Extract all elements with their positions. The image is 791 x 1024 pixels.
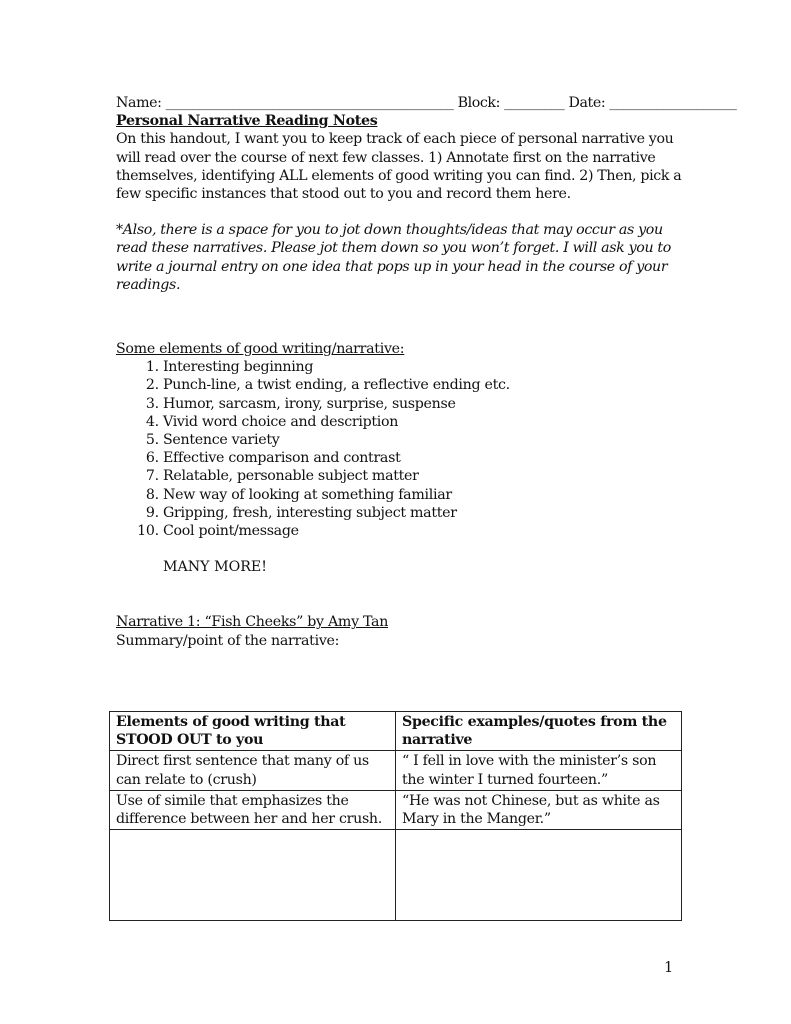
summary-label: Summary/point of the narrative: [116, 632, 340, 649]
many-more-text: MANY MORE! [163, 559, 267, 576]
list-item: 2. Punch-line, a twist ending, a reflective ending etc. [163, 376, 686, 394]
notes-table [109, 711, 682, 921]
list-item: 1. Interesting beginning [163, 358, 686, 376]
student-info-line [116, 94, 737, 112]
list-item: 9. Gripping, fresh, interesting subject matter [163, 504, 686, 522]
list-item: 7. Relatable, personable subject matter [163, 467, 686, 485]
list-item: 10. Cool point/message [163, 522, 686, 540]
table-cell: “He was not Chinese, but as white as Mary in the Manger.” [396, 790, 682, 829]
intro-paragraph: On this handout, I want you to keep track of each piece of personal narrative you will read over the course of next few classes. 1) Annotate first on the narrative themselves, identifying ALL elements of good writing you can find. 2) Then, pick a few specific instances that stood out to you and record them here. [116, 131, 682, 203]
table-cell-empty [110, 830, 396, 921]
column-header-elements: Elements of good writing that STOOD OUT to you [110, 712, 396, 751]
name-field-label: Name: ___________________________________________ [116, 95, 454, 111]
page-number: 1 [664, 960, 674, 976]
table-row [110, 790, 682, 829]
list-item: 8. New way of looking at something familiar [163, 486, 686, 504]
date-field-label: Date: ___________________ [568, 95, 737, 111]
list-item: 4. Vivid word choice and description [163, 413, 686, 431]
table-cell: “ I fell in love with the minister’s son the winter I turned fourteen.” [396, 751, 682, 790]
elements-heading: Some elements of good writing/narrative: [116, 341, 405, 358]
list-item: 6. Effective comparison and contrast [163, 449, 686, 467]
page-content [116, 94, 737, 650]
table-row [110, 751, 682, 790]
list-item: 3. Humor, sarcasm, irony, surprise, suspense [163, 395, 686, 413]
block-field-label: Block: _________ [457, 95, 565, 111]
elements-list [116, 358, 686, 540]
journal-note-paragraph: *Also, there is a space for you to jot down thoughts/ideas that may occur as you read these narratives. Please jot them down so you won’t forget. I will ask you to write a journal entry on one idea that pops up in your head in the course of your readings. [116, 222, 671, 293]
table-row-blank [110, 830, 682, 921]
narrative-heading: Narrative 1: “Fish Cheeks” by Amy Tan [116, 614, 389, 631]
list-item: 5. Sentence variety [163, 431, 686, 449]
table-header-row [110, 712, 682, 751]
table-cell: Direct first sentence that many of us can relate to (crush) [110, 751, 396, 790]
page-title: Personal Narrative Reading Notes [116, 113, 378, 130]
column-header-examples: Specific examples/quotes from the narrative [396, 712, 682, 751]
table-cell-empty [396, 830, 682, 921]
table-cell: Use of simile that emphasizes the difference between her and her crush. [110, 790, 396, 829]
